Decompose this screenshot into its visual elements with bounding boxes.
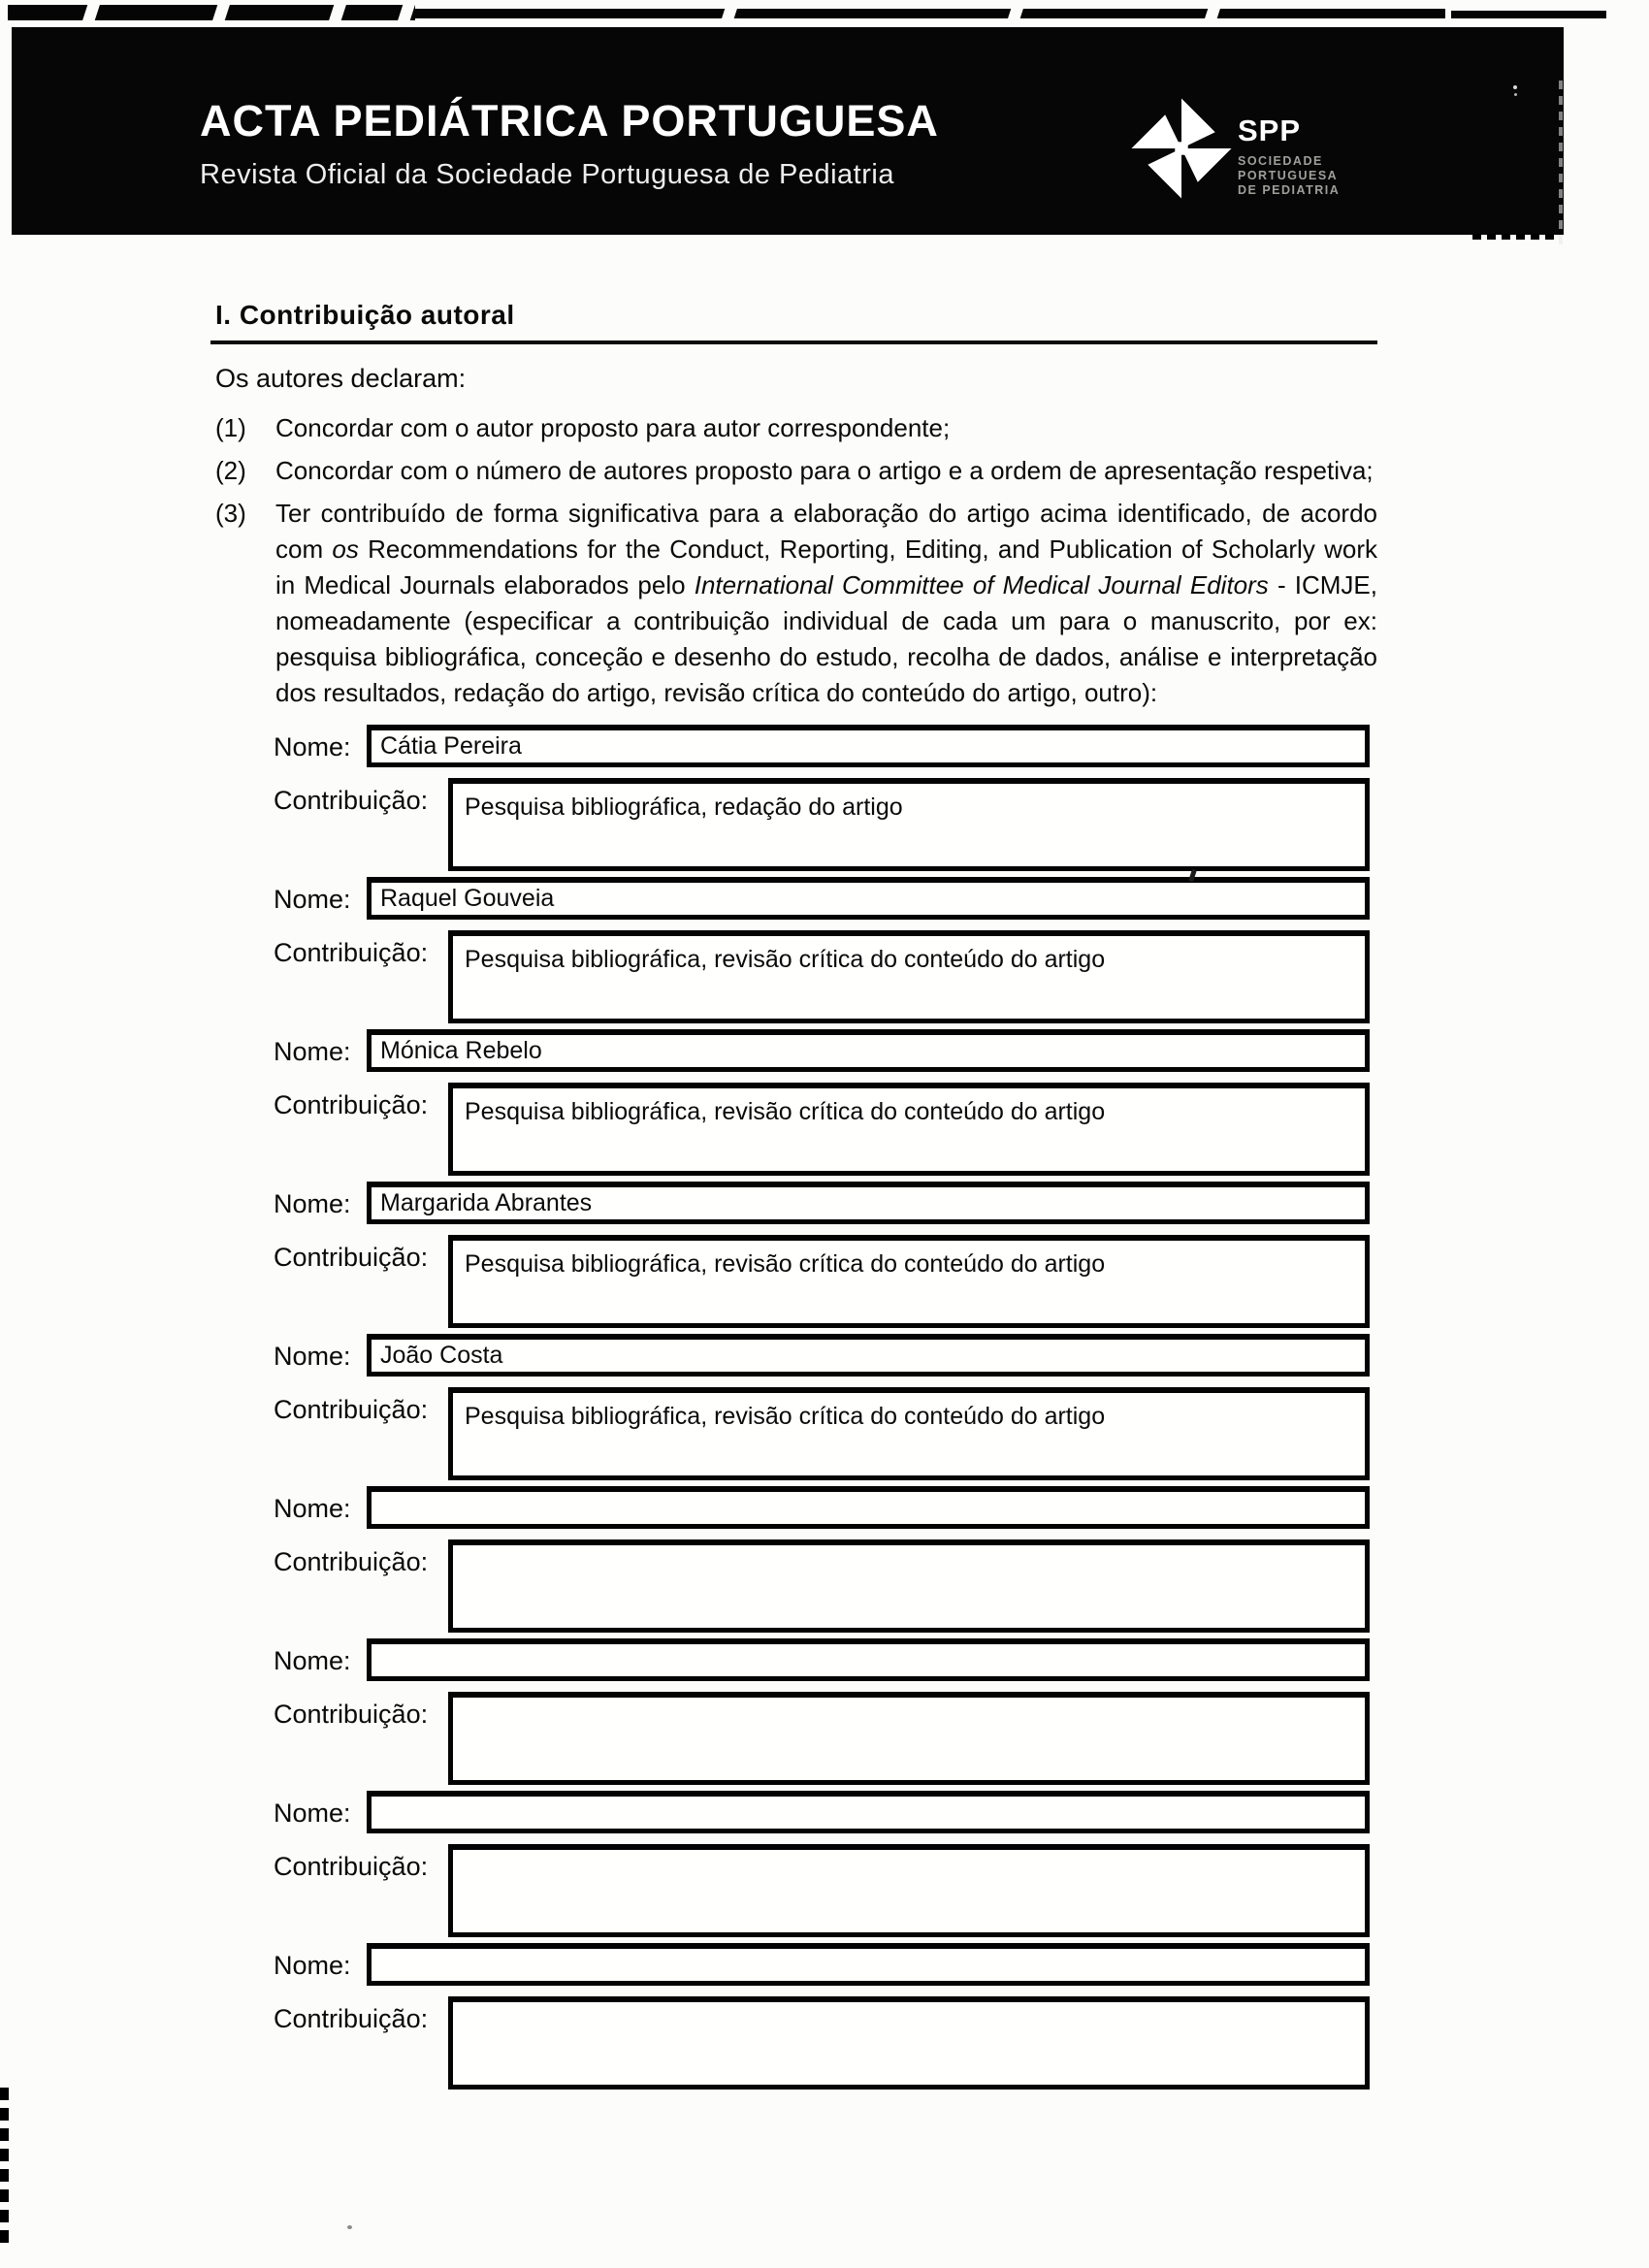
contribution-input[interactable]: [448, 1692, 1370, 1785]
name-input[interactable]: [367, 725, 1370, 767]
author-entry-5: [274, 1334, 1370, 1480]
name-label: Nome:: [274, 1342, 351, 1371]
declaration-intro: Os autores declaram:: [215, 364, 467, 393]
name-input[interactable]: [367, 1182, 1370, 1224]
contribution-value: Pesquisa bibliográfica, revisão crítica do conteúdo do artigo: [465, 946, 1106, 973]
contribution-value: Pesquisa bibliográfica, revisão crítica do conteúdo do artigo: [465, 1250, 1106, 1278]
name-label: Nome:: [274, 732, 351, 761]
section-underline: [210, 340, 1377, 344]
name-input[interactable]: [367, 1943, 1370, 1986]
scan-artifact-left-dashes: [0, 2088, 9, 2247]
name-label: Nome:: [274, 1189, 351, 1218]
spp-logo: [1127, 91, 1340, 206]
author-entry-3: [274, 1029, 1370, 1176]
scan-artifact-top-strip: [8, 5, 415, 20]
name-input[interactable]: [367, 1029, 1370, 1072]
item-text: Concordar com o número de autores proposto para o artigo e a ordem de apresentação respetiva;: [275, 456, 1374, 485]
contribution-input[interactable]: [448, 930, 1370, 1023]
spp-wordmark-line: PORTUGUESA: [1238, 169, 1339, 182]
author-entry-1: [274, 725, 1370, 871]
item-number: (1): [215, 413, 246, 442]
author-entry-2: [274, 877, 1370, 1023]
spp-wordmark-line: SOCIEDADE: [1238, 154, 1323, 168]
item-text: Concordar com o autor proposto para autor correspondente;: [275, 413, 951, 442]
contribution-input[interactable]: [448, 1235, 1370, 1328]
author-entry-7: [274, 1638, 1370, 1785]
contribution-label: Contribuição:: [274, 1395, 429, 1424]
contribution-input[interactable]: [448, 778, 1370, 871]
name-value: Margarida Abrantes: [380, 1189, 593, 1216]
scan-artifact-dashes: [1472, 234, 1556, 240]
name-value: Cátia Pereira: [380, 732, 522, 760]
author-entry-6: [274, 1486, 1370, 1633]
item-number: (3): [215, 499, 246, 528]
journal-title: ACTA PEDIÁTRICA PORTUGUESA: [200, 96, 939, 146]
scan-artifact-speck: [1514, 93, 1517, 96]
name-label: Nome:: [274, 1494, 351, 1523]
spp-logo-wordmark: [1238, 154, 1340, 198]
name-input[interactable]: [367, 1486, 1370, 1529]
contribution-value: Pesquisa bibliográfica, revisão crítica do conteúdo do artigo: [465, 1403, 1106, 1430]
contribution-label: Contribuição:: [274, 1547, 429, 1576]
scan-artifact-speck: [1513, 85, 1517, 89]
scan-artifact-dashed-edge: [1559, 81, 1563, 250]
author-entries: [274, 725, 1370, 2090]
name-label: Nome:: [274, 1037, 351, 1066]
contribution-input[interactable]: [448, 1996, 1370, 2090]
section-heading: I. Contribuição autoral: [215, 300, 515, 330]
contribution-label: Contribuição:: [274, 938, 429, 967]
author-entry-9: [274, 1943, 1370, 2090]
contribution-label: Contribuição:: [274, 1852, 429, 1881]
spp-pinwheel-icon: [1127, 91, 1236, 206]
journal-subtitle: Revista Oficial da Sociedade Portuguesa de Pediatria: [200, 159, 894, 190]
contribution-input[interactable]: [448, 1844, 1370, 1937]
contribution-label: Contribuição:: [274, 786, 429, 815]
contribution-input[interactable]: [448, 1387, 1370, 1480]
name-label: Nome:: [274, 1798, 351, 1828]
name-label: Nome:: [274, 1646, 351, 1675]
contribution-label: Contribuição:: [274, 2004, 429, 2033]
contribution-value: Pesquisa bibliográfica, revisão crítica do conteúdo do artigo: [465, 1098, 1106, 1125]
name-value: João Costa: [380, 1342, 503, 1369]
name-input[interactable]: [367, 1791, 1370, 1833]
spp-wordmark-line: DE PEDIATRIA: [1238, 183, 1341, 197]
spp-logo-acronym: SPP: [1238, 113, 1302, 147]
contribution-input[interactable]: [448, 1083, 1370, 1176]
spp-logo-text: [1238, 113, 1341, 198]
contribution-label: Contribuição:: [274, 1243, 429, 1272]
name-input[interactable]: [367, 1638, 1370, 1681]
scan-artifact-dot: [347, 2225, 352, 2229]
name-label: Nome:: [274, 885, 351, 914]
scan-artifact-top-strip: [1451, 11, 1606, 18]
item-text: Ter contribuído de forma significativa para a elaboração do artigo acima identificado, de acordo com os Recommendations for the Conduct, Reporting, Editing, and Publication of Scholarly work in Medical Journals elaborados pelo International Committee of Medical Journal Editors - ICMJE, nomeadamente (especificar a contribuição individual de cada um para o manuscrito, por ex: pesquisa bibliográfica, conceção e desenho do estudo, recolha de dados, análise e interpretação dos resultados, redação do artigo, revisão crítica do conteúdo do artigo, outro):: [275, 499, 1378, 707]
name-input[interactable]: [367, 877, 1370, 920]
name-value: Raquel Gouveia: [380, 885, 555, 912]
name-label: Nome:: [274, 1951, 351, 1980]
contribution-input[interactable]: [448, 1539, 1370, 1633]
contribution-value: Pesquisa bibliográfica, redação do artigo: [465, 794, 903, 821]
item-number: (2): [215, 456, 246, 485]
scan-artifact-top-strip: [415, 9, 1445, 18]
journal-header-band: [12, 27, 1564, 235]
contribution-label: Contribuição:: [274, 1090, 429, 1119]
name-input[interactable]: [367, 1334, 1370, 1377]
contribution-label: Contribuição:: [274, 1700, 429, 1729]
author-entry-8: [274, 1791, 1370, 1937]
list-item-2: [215, 453, 1379, 489]
name-value: Mónica Rebelo: [380, 1037, 542, 1064]
author-entry-4: [274, 1182, 1370, 1328]
list-item-1: [215, 410, 1379, 446]
form-content: [215, 299, 1379, 2095]
list-item-3: [215, 496, 1379, 711]
